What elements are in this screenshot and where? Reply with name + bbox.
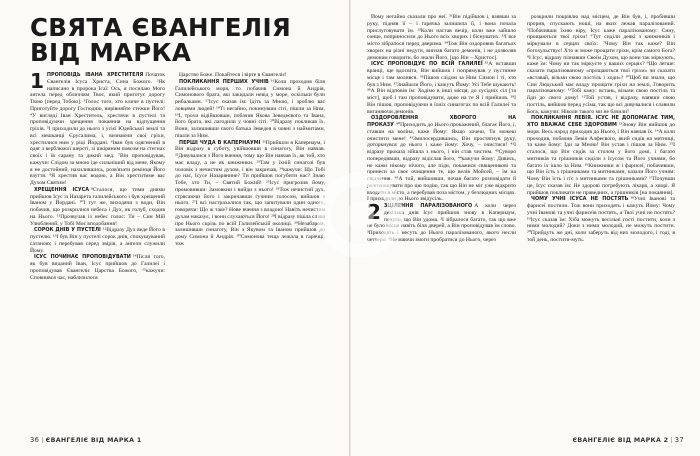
section-heading: ІСУС ПРОПОВІДУЄ ПО ВСІЙ ГАЛИЛЕЇ — [371, 61, 483, 68]
verse-text: ⁴⁰Приходить до Нього прокажений, благає Його, і, ставши на коліна, каже Йому: Якщо хочеш, Ти можеш очистити мене! ⁴¹Змилосердившись, Він простягнув руку, доторкнувся до нього і каже йому: Хочу, – очистися! ⁴²І відразу проказа зійшла з нього, і він став чистим. ⁴³Суворо попередивши, відразу відіслав його, ⁴⁴кажучи йому: Дивись, не кажи нікому нічого, але піди, покажися священикові та принеси за своє очищення те, що велів Мойсей, – їм на свідчення. ⁴⁵А той, вийшовши, почав багато розповідати й розголошувати про цю подію, так що Він не міг уже відкрито входити в місто, а перебував поза містом, у безлюдних місцях. І приходили до Нього звідусіль. — [367, 122, 516, 203]
page-number-left: 36 — [30, 436, 40, 444]
section-heading: ЗЦІЛЕННЯ ПАРАЛІЗОВАНОГО — [383, 203, 473, 209]
scripture-paragraph — [30, 254, 165, 281]
scripture-paragraph — [175, 72, 325, 79]
verse-text: ¹⁸Учні Іванові та фарисеї постили. Тож вони приходять і кажуть Йому: Чому учні Іванові та учні фарисеїв постять, а Твої учні не постять? ¹⁹Ісус сказав їм: Хіба можуть весільні гості постити, коли з ними молодий? Доки з ними молодий, не можуть постити. ²⁰Прийдуть же дні, коли заберуть від них молодого, і тоді, в той день, постити-муть. — [527, 196, 675, 243]
section-heading: ІСУС ПОЧИНАЄ ПРОПОВІДУВАТИ — [34, 254, 131, 261]
verse-text: ¹⁴Після того, як був виданий Іван, Ісус прийшов до Галилеї і проповідував Євангеліє Царства Божого, ¹⁵кажучи: Сповнився час, наблизилося — [30, 254, 165, 281]
page-number-right: 37 — [674, 436, 684, 444]
scripture-paragraph — [367, 200, 516, 244]
verse-text: ³⁵А вставши вранці, ще вдосвіта, Він вийшов і попрямував у пустинне місце і там молився. ³⁶Пішов слідом за Ним Симон і ті, хто був з Ним. ³⁷Знайшли Його, і кажуть Йому: Усі Тебе шукають! ³⁸А Він відповів їм: Ходімо в інші місця, до сусідніх сіл [та міст], щоб і там проповідувати, адже на те Я і прийшов. ³⁹І Він пішов, проповідуючи в їхніх синагогах по всій Галилеї та виганяючи демонів. — [367, 61, 516, 115]
verse-text: ¹²Відразу Дух веде Його в пустелю. ¹³І був Він у пустелі сорок днів, спокушуваний сатаною; і перебував серед звірів, а ангели служили Йому. — [30, 227, 165, 254]
chapter-number: 1 — [30, 72, 44, 93]
section-heading: ЧОМУ УЧНІ ІСУСА НЕ ПОСТЯТЬ — [531, 196, 629, 203]
text-column-4 — [527, 14, 675, 430]
verse-text: ¹³Знову Він вийшов до моря. Весь народ приходив до Нього, і Він навчав їх. ¹⁴А коли проходив, побачив Левія Алфеєвого, який сидів на митниці, та каже йому: Іди за Мною! Він устав і пішов за Ним. ¹⁵І сталося, що Він сидів за столом у його домі, і багато митників та грішників сиділи з Ісусом та Його учнями, бо багато їх ішло за Ним. ¹⁶Книжники ж і фарисеї, побачивши, що Він їсть з грішниками та митниками, казали Його учням: Чому Він їсть і п'є з митниками та грішниками? ¹⁷Почувши це, Ісус сказав їм: Не здорові потребують лікаря, а хворі. Я прийшов покликати не праведних, а грішників [на покаяння]. — [527, 122, 675, 196]
verse-text: розкрили покрівлю над місцем, де Він був, і, пробивши прорив, спускають ноші, на яких лежав паралізований. ⁵Побачивши їхню віру, Ісус каже паралізованому: Сину, прощаються твої гріхи! ⁶Тут сиділи деякі з книжників і міркували в серцях своїх: ⁷Чому Він так каже? Він богохульствує! Хто ж може прощати гріхи, крім самого Бога? ⁸І Ісус, відразу пізнавши Своїм Духом, що вони так міркують, каже їм: Чому ви так міркуєте у ваших серцях? ⁹Що легше: сказати паралізованому «прощаються твої гріхи» чи сказати «вставай, візьми свою постіль і ходи»? ¹⁰Щоб ви знали, що Син Людський має владу прощати гріхи на землі, Говорить паралізованому: ¹¹Тобі кажу: встань, візьми свою постіль та йди до свого дому! ¹²Той устав, і відразу, взявши свою постіль, вийшов перед усіма, так що всі дивувалися і славили Бога, кажучи: Ніколи такого ми не бачили! — [527, 14, 675, 115]
text-column-2 — [175, 72, 325, 430]
scripture-paragraph — [175, 79, 325, 140]
text-column-1 — [30, 72, 165, 430]
section-heading: ПРОПОВІДЬ ІВАНА ХРЕСТИТЕЛЯ — [46, 72, 144, 78]
scripture-paragraph — [30, 72, 165, 187]
book-title-line-2: ВІД МАРКА — [30, 38, 192, 67]
scripture-paragraph — [527, 115, 675, 196]
section-heading: ХРЕЩЕННЯ ІСУСА — [34, 186, 90, 193]
book-title-line-1: СВЯТА ЄВАНГЕЛІЯ — [30, 13, 292, 42]
verse-text: ²¹Прийшли в Капернаум, і Він відразу в суботу, увійшовши в синагогу, Він навчав. ²²Дивувалися з Його вчення, тому що Він навчав їх, як той, хто має владу, а не як книжники. ²³Там у їхній синагозі був чоловік з нечистим духом, і він закричав, ²⁴кажучи: Що Тобі до нас, Ісусе Назарянине? Ти прийшов погубити нас? Знаю Тебе, хто Ти, – Святий Божий! ²⁵Ісус пригрозив йому, промовивши: Замовкни і вийди з нього! ²⁶Тож нечистий дух, стрясаючи його і закричавши гучним голосом, вийшов з нього. ²⁷І всі настрахалися так, що запитували один одного, говорячи: Що ж таке? Нове вчення з владою! Навіть нечистим духам наказує, і вони слухаються Його! ²⁸І відразу пішла слава про Нього скрізь по всій Галилейській околиці. ²⁹Незабаром, залишивши синагогу, Він з Якувом та Іваном прийшов до дому Симона й Андрія. ³⁰Симонова теща лежала в гарячці; тож — [175, 139, 325, 247]
scripture-paragraph — [30, 227, 165, 254]
section-heading: СОРОК ДНІВ У ПУСТЕЛІ — [34, 227, 101, 234]
footer-left — [30, 436, 142, 444]
section-heading: ПЕРШІ ЧУДА В КАПЕРНАУМІ — [179, 139, 261, 146]
running-chapter-right: 2 — [663, 437, 669, 444]
footer-divider: | — [670, 437, 673, 444]
chapter-number: 2 — [367, 200, 381, 224]
running-head-right: ЄВАНГЕЛІЄ ВІД МАРКА — [572, 437, 662, 444]
verse-text: ¹⁶Коли проходив біля Галилейського моря, то побачив Симона й Андрія, Симонового брата, які закидали невід у море, оскільки були рибалками. ¹⁷Ісус сказав їм: Ідіть за Мною, і зроблю вас ловцями людей! ¹⁸Ті негайно, покинувши сіті, пішли за Ним. ¹⁹І, трохи відійшовши, побачив Якова Зеведеєвого та Івана, його брата, які лагодили у човні сіті. ²⁰Відразу покликав їх. Вони, залишивши свого батька Зеведея в човні з наймитами, пішли за Ним. — [175, 78, 325, 139]
scripture-paragraph — [367, 115, 516, 203]
verse-text: Йому негайно сказали про неї. ³¹Він підійшов і, взявши за руку, підняв її – і гарячка залишила її, і вона почала прислуговувати їм. ³²Коли настав вечір, коли вже зайшло сонце, поприносили до Нього всіх хворих і біснуватих. ³³І все місто зібралося перед дверима. ³⁴Тож Він оздоровив багатьох хворих на різні недуги, вигнав багато демонів, і не дозволяв демонам говорити, бо знали Його, [що Він – Христос]. — [367, 14, 516, 61]
scripture-paragraph — [527, 196, 675, 243]
section-heading: ОЗДОРОВЛЕННЯ ХВОРОГО НА ПРОКАЗУ — [367, 115, 516, 128]
scripture-paragraph — [175, 140, 325, 248]
scripture-paragraph — [367, 14, 516, 61]
section-heading: ПОКЛИКАННЯ ПЕРШИХ УЧНІВ — [179, 78, 269, 85]
scripture-paragraph — [527, 14, 675, 115]
running-chapter-left: 1 — [136, 437, 142, 444]
verse-text: А коли через декілька днів Ісус прийшов знову в Капернаум, почули, що Він удома. ²І зібралося багато, так що вже не було місця навіть біля дверей, а Він проповідував їм слово. ³Приходять і несуть до Нього паралізованого, якого несли четверо. ⁴Не маючи змоги пробратися до Нього, через — [367, 203, 516, 243]
scripture-paragraph — [367, 61, 516, 115]
verse-text: ⁹Сталося, що тими днями прийшов Ісус із Назарета галилейського і був хрещений Іваном у Йордані. ¹⁰І тут же, виходячи з води, Він побачив, що розкрилися небеса і Дух, як голуб, сходив на Нього. ¹¹Прозвучав із небес голос: Ти – Син Мій Улюблений, у Тобі Моє вподобання! — [30, 186, 165, 227]
scripture-paragraph — [30, 187, 165, 228]
right-page — [351, 0, 700, 456]
verse-text: Початок Євангелія Ісуса Христа, Сина Божого. ²Як написано в пророка Ісаї: Ось, я посилаю Мого ангела перед обличчям Твоє, який приготує дорогу Твою [перед Тобою]. ³Голос того, хто кличе в пустелі: Приготуйте дорогу Господню, вирівняйте стежки Його! ⁴У вигляді Іван Хреститель, хрестячи в пустелі та проповідуючи хрещення покаяння на відпущення гріхів. ⁵І приходили до нього з усієї Юдейської землі та всі мешканці Єрусалима, і, визнаючи свої гріхи, хрестилися ним у ріці Йордані. ⁶Іван був одягнений в одяг з верблюжої шерсті, зі шкіряним поясом на стегнах своїх і їв сарану та дикий мед. ⁷Він проповідував, кажучи: Слідом за мною іде сильніший від мене, Якому я не достойний, нахилившись, розв'язати ремінця Його взуття. ⁸Я хрестив вас водою, а Він хреститиме вас Духом Святим! — [30, 72, 165, 186]
text-column-3 — [367, 14, 516, 430]
footer-right — [572, 436, 684, 444]
book-title — [30, 15, 330, 65]
footer-divider: | — [41, 437, 44, 444]
verse-text: Царство Боже. Покайтеся і вірте в Євангеліє! — [179, 72, 287, 78]
left-page — [0, 0, 349, 456]
running-head-left: ЄВАНГЕЛІЄ ВІД МАРКА — [45, 437, 135, 444]
section-heading: ПОКЛИКАННЯ ЛЕВІЯ. ІСУС НЕ ДОПОМАГАЄ ТИМ, ХТО ВВАЖАЄ СЕБЕ ЗДОРОВИМ — [527, 115, 675, 128]
